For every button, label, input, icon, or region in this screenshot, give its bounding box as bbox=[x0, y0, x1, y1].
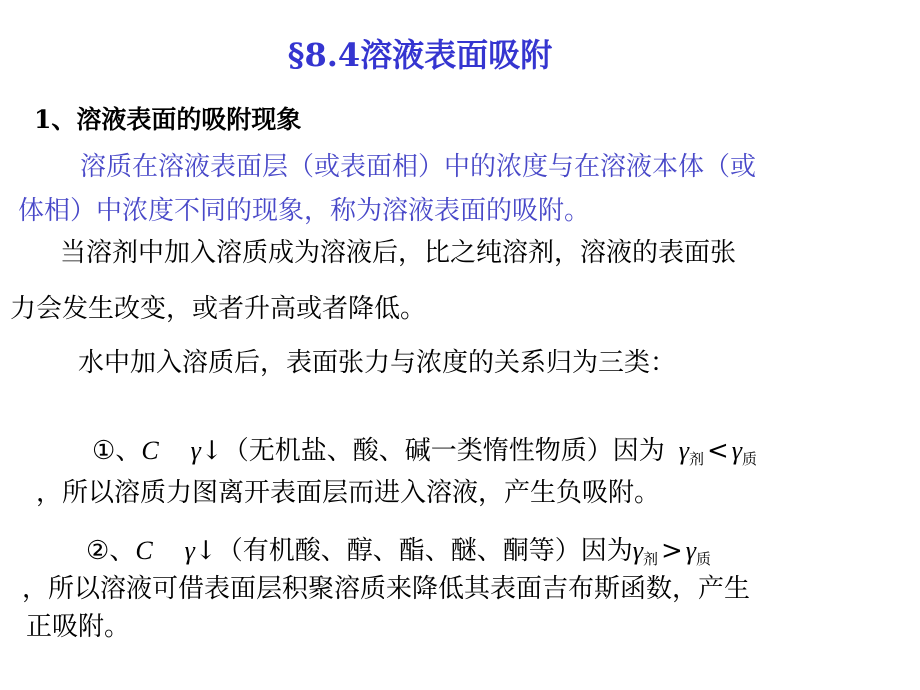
item-2-line-2: ，所以溶液可借表面层积聚溶质来降低其表面吉布斯函数，产生 bbox=[22, 574, 751, 604]
item-1-subscript-solvent: 剂 bbox=[688, 452, 704, 468]
item-1-gamma: γ bbox=[190, 436, 201, 465]
item-1-marker: ① bbox=[92, 436, 116, 466]
item-1-subscript-solute: 质 bbox=[742, 452, 758, 468]
item-1-gamma-solvent: γ bbox=[678, 436, 689, 465]
definition-line-1: 溶质在溶液表面层（或表面相）中的浓度与在溶液本体（或 bbox=[80, 152, 757, 182]
item-1-concentration: C bbox=[141, 436, 159, 465]
item-2-gamma-solute: γ bbox=[685, 536, 697, 565]
item-2-separator: 、 bbox=[109, 536, 136, 566]
item-2-gamma: γ bbox=[184, 536, 195, 565]
item-2-line-3: 正吸附。 bbox=[26, 612, 131, 642]
paragraph-2: 水中加入溶质后，表面张力与浓度的关系归为三类： bbox=[78, 348, 677, 378]
paragraph-1-line-1: 当溶剂中加入溶质成为溶液后，比之纯溶剂，溶液的表面张 bbox=[60, 238, 737, 268]
item-2-line-1 bbox=[86, 530, 711, 569]
definition-line-2: 体相）中浓度不同的现象，称为溶液表面的吸附。 bbox=[18, 196, 591, 226]
item-2-marker: ② bbox=[86, 536, 110, 566]
page-title-text: §8.4溶液表面吸附 bbox=[287, 36, 553, 74]
item-1-line-1 bbox=[92, 430, 757, 469]
item-2-greater-than: > bbox=[661, 536, 683, 566]
item-2-description: （有机酸、醇、酯、醚、酮等）因为 bbox=[216, 536, 633, 566]
item-2-concentration: C bbox=[135, 536, 153, 565]
item-1-line-2: ，所以溶质力图离开表面层而进入溶液，产生负吸附。 bbox=[36, 478, 661, 508]
item-2-subscript-solvent: 剂 bbox=[642, 552, 658, 568]
item-1-down-arrow-icon: ↓ bbox=[200, 436, 223, 466]
item-1-description: （无机盐、酸、碱一类惰性物质）因为 bbox=[222, 436, 665, 466]
paragraph-1-line-2: 力会发生改变，或者升高或者降低。 bbox=[10, 294, 427, 324]
page-title bbox=[0, 30, 920, 76]
item-1-less-than: < bbox=[707, 436, 729, 466]
item-2-down-arrow-icon: ↓ bbox=[194, 536, 217, 566]
item-2-subscript-solute: 质 bbox=[696, 552, 712, 568]
item-1-separator: 、 bbox=[115, 436, 142, 466]
item-1-gamma-solute: γ bbox=[731, 436, 743, 465]
section-heading: 1、溶液表面的吸附现象 bbox=[34, 105, 302, 134]
item-2-gamma-solvent: γ bbox=[632, 536, 643, 565]
